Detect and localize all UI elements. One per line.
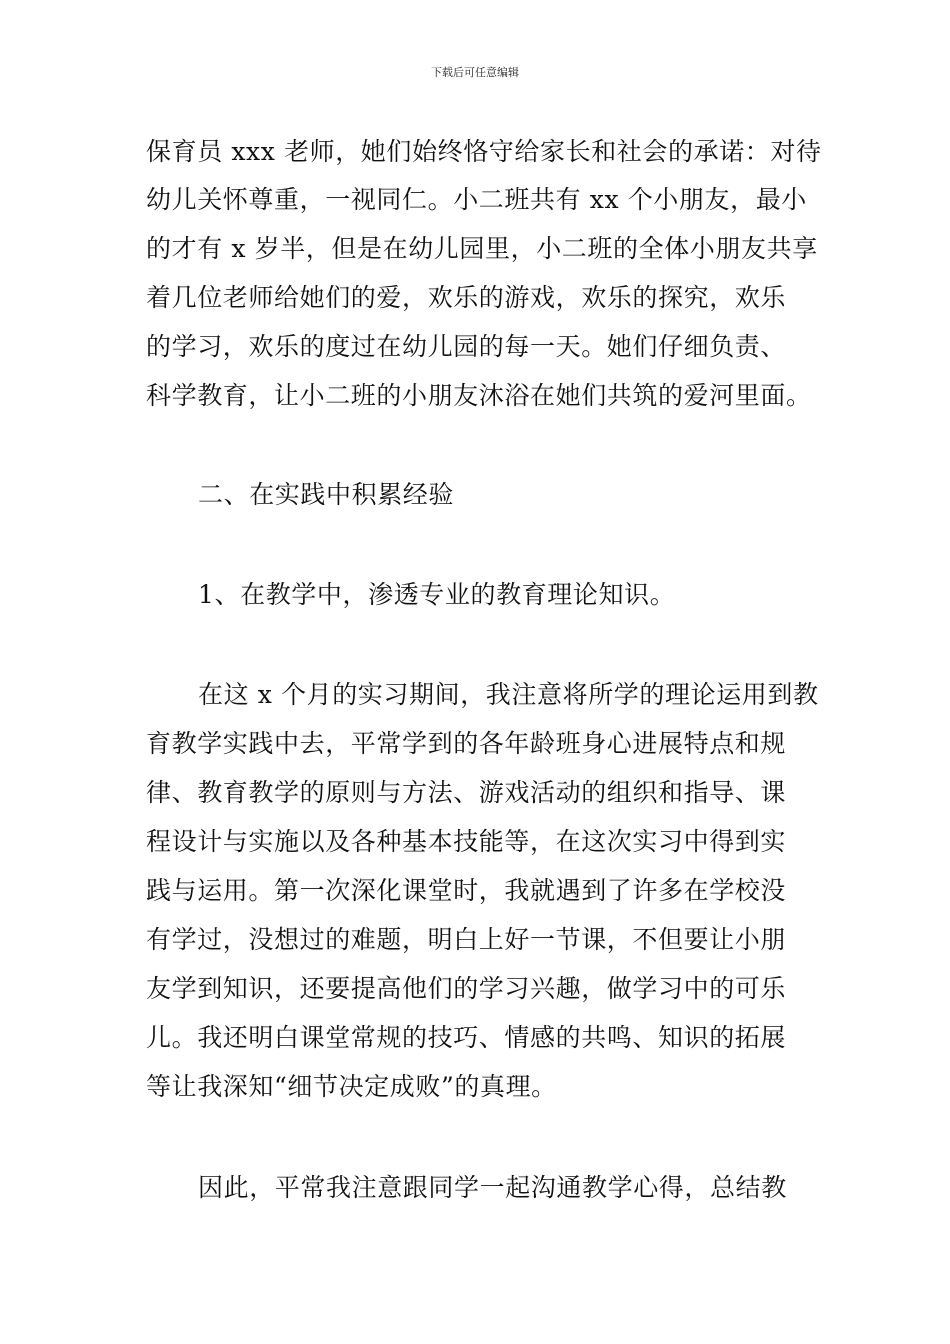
paragraph-line: 践与运用。第一次深化课堂时，我就遇到了许多在学校没 (146, 876, 787, 905)
paragraph-line: 育教学实践中去，平常学到的各年龄班身心进展特点和规 (146, 729, 787, 758)
paragraph-line: 程设计与实施以及各种基本技能等，在这次实习中得到实 (146, 827, 787, 856)
paragraph-line: 律、教育教学的原则与方法、游戏活动的组织和指导、课 (146, 778, 787, 807)
paragraph-line: 友学到知识，还要提高他们的学习兴趣，做学习中的可乐 (146, 974, 787, 1003)
paragraph-line: 幼儿关怀尊重，一视同仁。小二班共有 xx 个小朋友，最小 (146, 185, 807, 214)
paragraph-line: 的学习，欢乐的度过在幼儿园的每一天。她们仔细负责、 (146, 332, 787, 361)
paragraph-line: 儿。我还明白课堂常规的技巧、情感的共鸣、知识的拓展 (146, 1023, 787, 1052)
paragraph-line: 的才有 x 岁半，但是在幼儿园里，小二班的全体小朋友共享 (146, 234, 818, 263)
paragraph-line: 等让我深知“细节决定成败”的真理。 (146, 1072, 557, 1101)
paragraph-line: 科学教育，让小二班的小朋友沐浴在她们共筑的爱河里面。 (146, 381, 812, 410)
subheading: 1、在教学中，渗透专业的教育理论知识。 (198, 580, 676, 609)
paragraph-line: 保育员 xxx 老师，她们始终恪守给家长和社会的承诺：对待 (146, 137, 822, 166)
paragraph-line: 有学过，没想过的难题，明白上好一节课，不但要让小朋 (146, 925, 787, 954)
page-header-note: 下载后可任意编辑 (431, 66, 519, 79)
section-heading: 二、在实践中积累经验 (198, 480, 455, 509)
paragraph-line: 在这 x 个月的实习期间，我注意将所学的理论运用到教 (198, 680, 819, 709)
paragraph-line: 因此，平常我注意跟同学一起沟通教学心得，总结教 (198, 1173, 787, 1202)
paragraph-line: 着几位老师给她们的爱，欢乐的游戏，欢乐的探究，欢乐 (146, 283, 787, 312)
